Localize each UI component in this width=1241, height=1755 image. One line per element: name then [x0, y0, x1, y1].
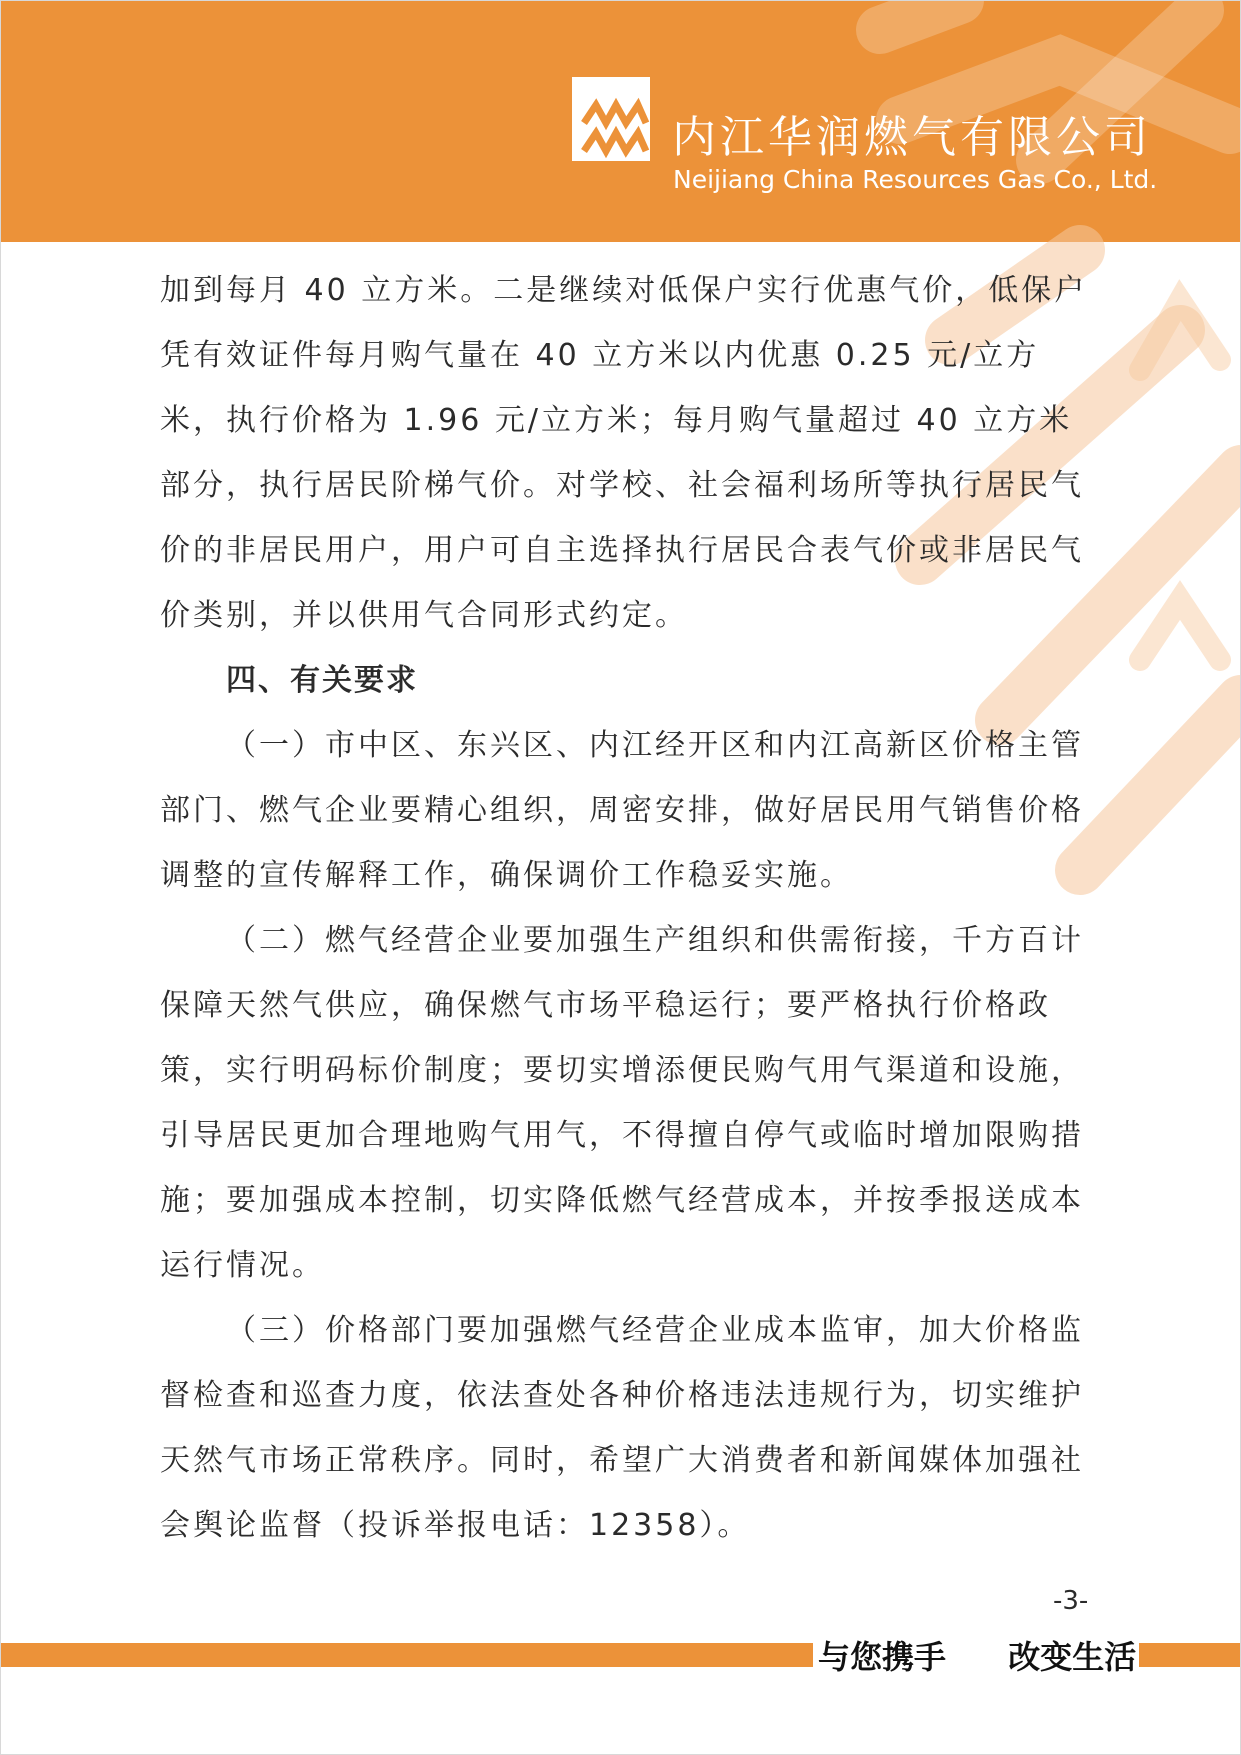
paragraph-continuation: 加到每月 40 立方米。二是继续对低保户实行优惠气价，低保户凭有效证件每月购气量在 40 立方米以内优惠 0.25 元/立方米，执行价格为 1.96 元/立方米；每月购气量超过 40 立方米部分，执行居民阶梯气价。对学校、社会福利场所等执行居民气价的非居民用户，用户可自主选择执行居民合表气价或非居民气价类别，并以供用气合同形式约定。 — [160, 273, 1088, 633]
paragraph-item-2: （二）燃气经营企业要加强生产组织和供需衔接，千方百计保障天然气供应，确保燃气市场平稳运行；要严格执行价格政策，实行明码标价制度；要切实增添便民购气用气渠道和设施，引导居民更加合理地购气用气，不得擅自停气或临时增加限购措施；要加强成本控制，切实降低燃气经营成本，并按季报送成本运行情况。 — [160, 923, 1084, 1283]
page-number: -3- — [1053, 1586, 1089, 1616]
company-name-cn: 内江华润燃气有限公司 — [672, 112, 1152, 163]
section-heading: 四、有关要求 — [226, 663, 418, 698]
footer-slogan — [818, 1638, 1136, 1676]
document-body — [160, 258, 1100, 1558]
paragraph-item-1: （一）市中区、东兴区、内江经开区和内江高新区价格主管部门、燃气企业要精心组织，周密安排，做好居民用气销售价格调整的宣传解释工作，确保调价工作稳妥实施。 — [160, 728, 1084, 893]
slogan-part-2: 改变生活 — [1008, 1638, 1137, 1676]
company-mountain-logo-icon — [572, 77, 650, 161]
logo — [572, 77, 650, 161]
company-name-en: Neijiang China Resources Gas Co., Ltd. — [673, 165, 1158, 194]
slogan-part-1: 与您携手 — [818, 1638, 947, 1676]
paragraph-item-3: （三）价格部门要加强燃气经营企业成本监审，加大价格监督检查和巡查力度，依法查处各种价格违法违规行为，切实维护天然气市场正常秩序。同时，希望广大消费者和新闻媒体加强社会舆论监督（投诉举报电话：12358）。 — [160, 1313, 1084, 1543]
